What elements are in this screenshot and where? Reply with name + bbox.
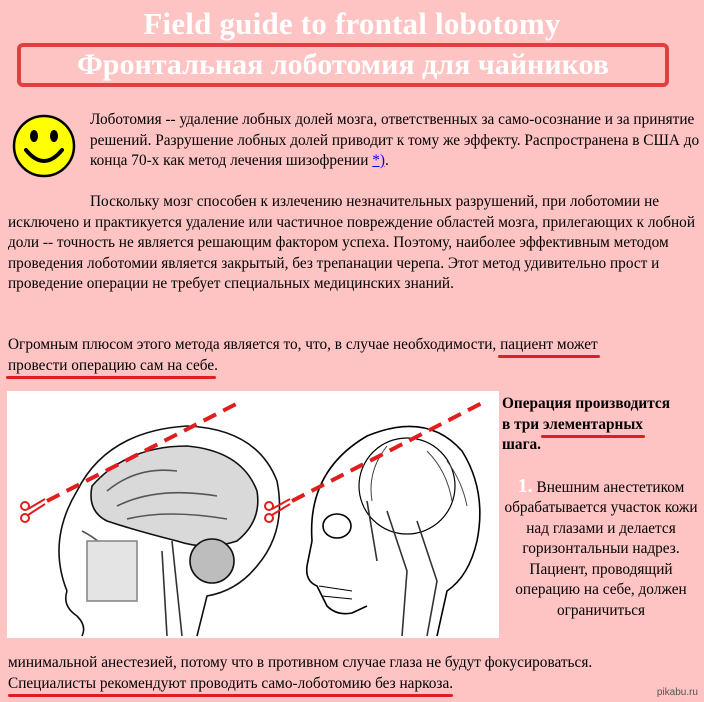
closing-line2: Специалисты рекомендуют проводить само-лоботомию без наркоза. <box>8 674 454 692</box>
steps-heading-underlined: элементарных <box>542 415 643 433</box>
watermark: pikabu.ru <box>656 687 698 698</box>
smiley-icon <box>12 114 76 178</box>
steps-heading-line1: Операция производится <box>502 395 670 412</box>
step1-block <box>502 476 700 622</box>
intro-paragraph <box>90 110 700 172</box>
intro-period: . <box>384 152 389 169</box>
intro-text: Лоботомия -- удаление лобных долей мозга, ответственных за само-осознание и за принятие решений. Разрушение лобных долей приводит к тому же эффекту. Распространена в США до конца 70-х как метод лечения шизофрении <box>90 111 700 169</box>
steps-heading-line2: в три <box>502 415 543 433</box>
underlined-phrase-a: пациент может <box>500 336 598 353</box>
steps-heading <box>502 394 700 456</box>
method-paragraph: Поскольку мозг способен к излечению незначительных разрушений, при лоботомии не исключено и практикуется удаление или частичное повреждение областей мозга, прилегающих к лобной доли -- точность не является решающим фактором успеха. Поэтому, наиболее эффективным методом проведения лоботомии является закрытый, без трепанации черепа. Этот метод удивительно прост и проведение операции не требует специальных медицинских знаний. <box>8 193 696 292</box>
steps-column <box>502 394 700 621</box>
advantage-period: . <box>214 356 218 374</box>
scissors-icon <box>21 499 45 522</box>
underlined-phrase-b: провести операцию сам на себе <box>8 356 215 374</box>
step1-number: 1. <box>517 474 533 497</box>
subtitle-banner <box>17 43 669 87</box>
closing-text <box>8 653 698 694</box>
page-title: Field guide to frontal lobotomy <box>143 6 561 41</box>
closing-line1: минимальной анестезией, потому что в противном случае глаза не будут фокусироваться. <box>8 654 593 671</box>
steps-heading-line3: шага. <box>502 436 541 453</box>
step1-text: Внешним анестетиком обрабатывается участок кожи над глазами и делается горизонтальныи надрез. Пациент, проводящий операцию на себе, должен ограничиться <box>504 478 698 619</box>
subtitle-text: Фронтальная лоботомия для чайников <box>77 48 609 81</box>
anatomy-illustration <box>7 391 499 638</box>
skull-drawing <box>307 426 480 636</box>
advantage-paragraph <box>8 335 698 376</box>
sagittal-head-drawing <box>59 426 280 636</box>
footnote-link[interactable]: *) <box>372 152 385 169</box>
advantage-text: Огромным плюсом этого метода является то, что, в случае необходимости, <box>8 336 501 353</box>
scissors-icon-right <box>265 499 290 522</box>
